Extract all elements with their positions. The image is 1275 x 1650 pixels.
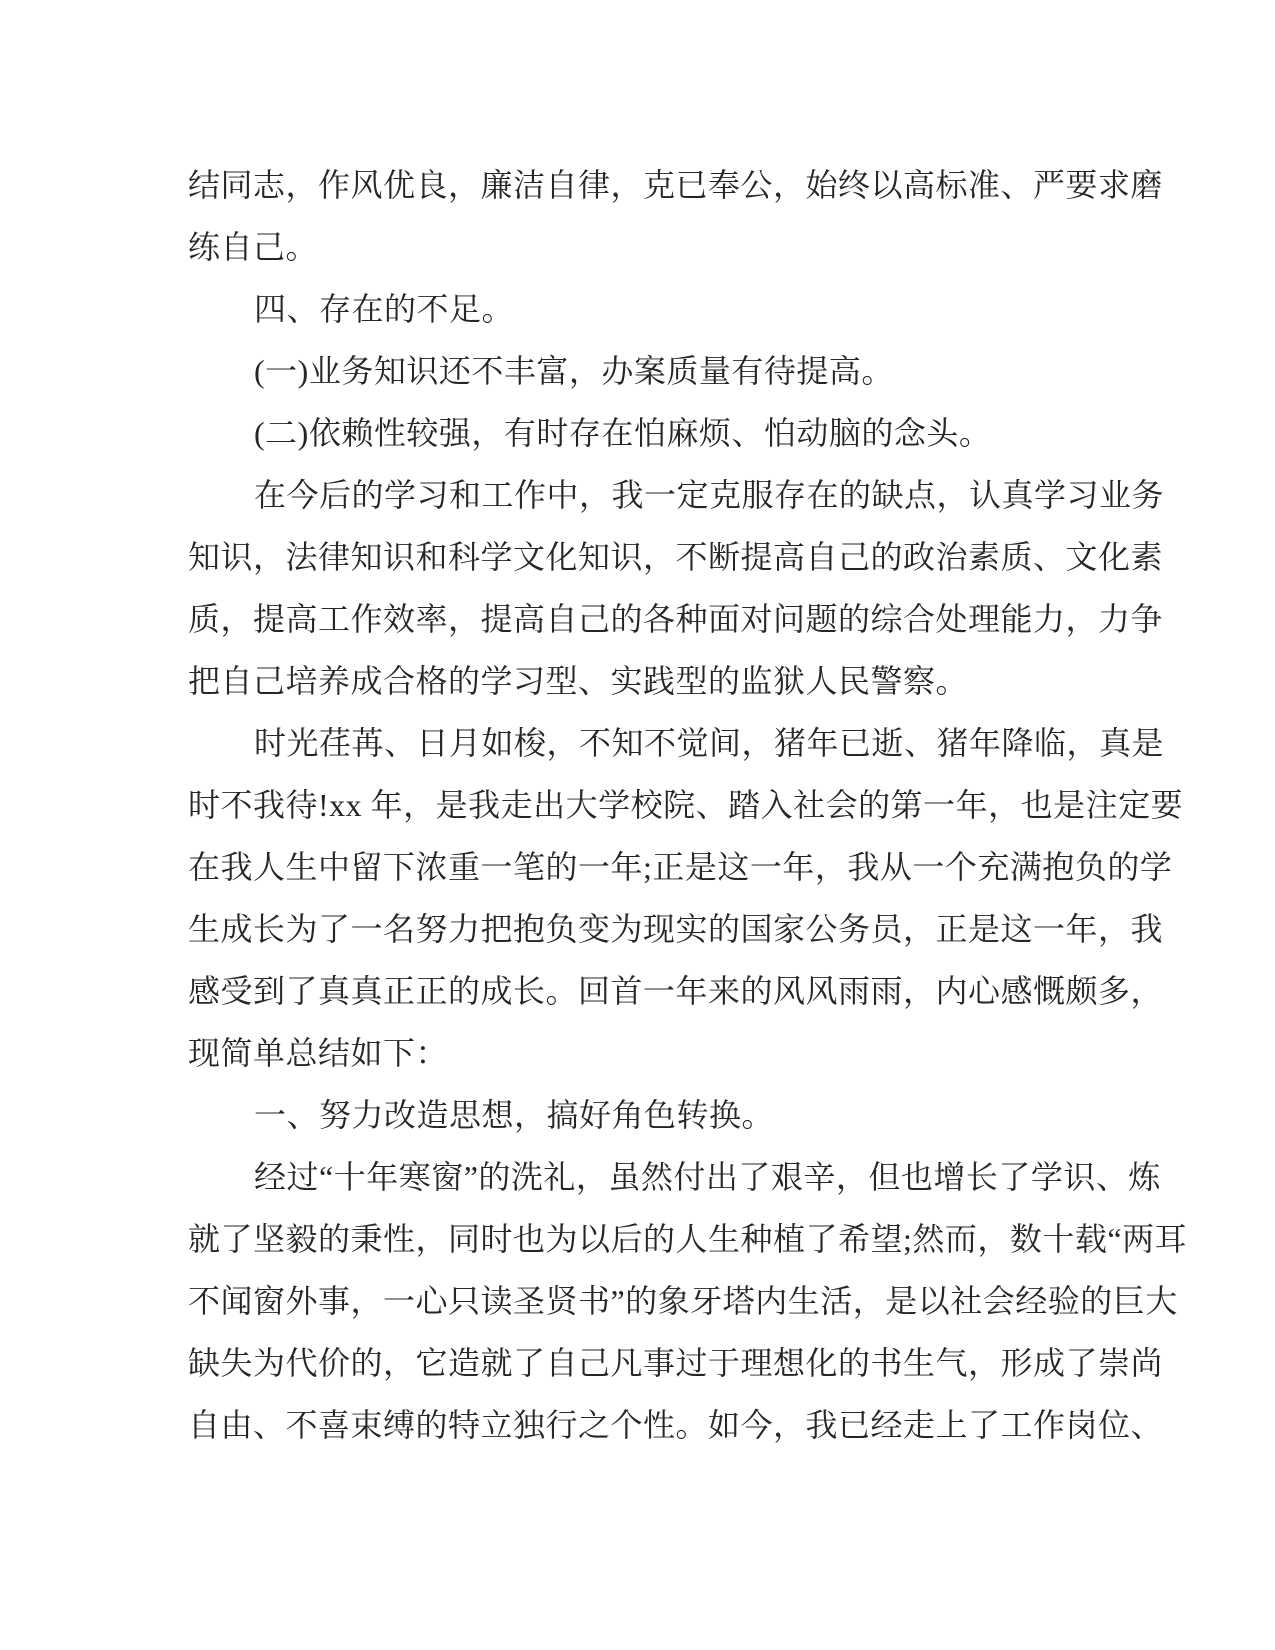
text-line: 在我人生中留下浓重一笔的一年;正是这一年，我从一个充满抱负的学 — [188, 849, 1173, 885]
text-line: (二)依赖性较强，有时存在怕麻烦、怕动脑的念头。 — [254, 415, 992, 451]
text-line: 时光荏苒、日月如梭，不知不觉间，猪年已逝、猪年降临，真是 — [254, 725, 1165, 761]
document-text-block — [188, 154, 1188, 1456]
text-line: 一、努力改造思想，搞好角色转换。 — [254, 1097, 775, 1133]
text-line: 缺失为代价的，它造就了自己凡事过于理想化的书生气，形成了崇尚 — [188, 1345, 1164, 1381]
text-line: 知识，法律知识和科学文化知识，不断提高自己的政治素质、文化素 — [188, 539, 1164, 575]
text-line: 生成长为了一名努力把抱负变为现实的国家公务员，正是这一年，我 — [188, 911, 1164, 947]
text-line: 经过“十年寒窗”的洗礼，虽然付出了艰辛，但也增长了学识、炼 — [254, 1159, 1161, 1195]
text-line: 感受到了真真正正的成长。回首一年来的风风雨雨，内心感慨颇多， — [188, 973, 1164, 1009]
text-line: 结同志，作风优良，廉洁自律，克已奉公，始终以高标准、严要求磨 — [188, 167, 1164, 203]
text-line: 练自己。 — [188, 229, 319, 265]
text-line: 把自己培养成合格的学习型、实践型的监狱人民警察。 — [188, 663, 969, 699]
text-line: 不闻窗外事，一心只读圣贤书”的象牙塔内生活，是以社会经验的巨大 — [188, 1283, 1178, 1319]
text-line: 时不我待!xx 年，是我走出大学校院、踏入社会的第一年，也是注定要 — [188, 787, 1184, 823]
text-line: 质，提高工作效率，提高自己的各种面对问题的综合处理能力，力争 — [188, 601, 1164, 637]
text-line: 自由、不喜束缚的特立独行之个性。如今，我已经走上了工作岗位、 — [188, 1407, 1164, 1443]
text-line: (一)业务知识还不丰富，办案质量有待提高。 — [254, 353, 894, 389]
text-line: 在今后的学习和工作中，我一定克服存在的缺点，认真学习业务 — [254, 477, 1165, 513]
text-line: 现简单总结如下： — [188, 1035, 449, 1071]
text-line: 就了坚毅的秉性，同时也为以后的人生种植了希望;然而，数十载“两耳 — [188, 1221, 1188, 1257]
text-line: 四、存在的不足。 — [254, 291, 515, 327]
